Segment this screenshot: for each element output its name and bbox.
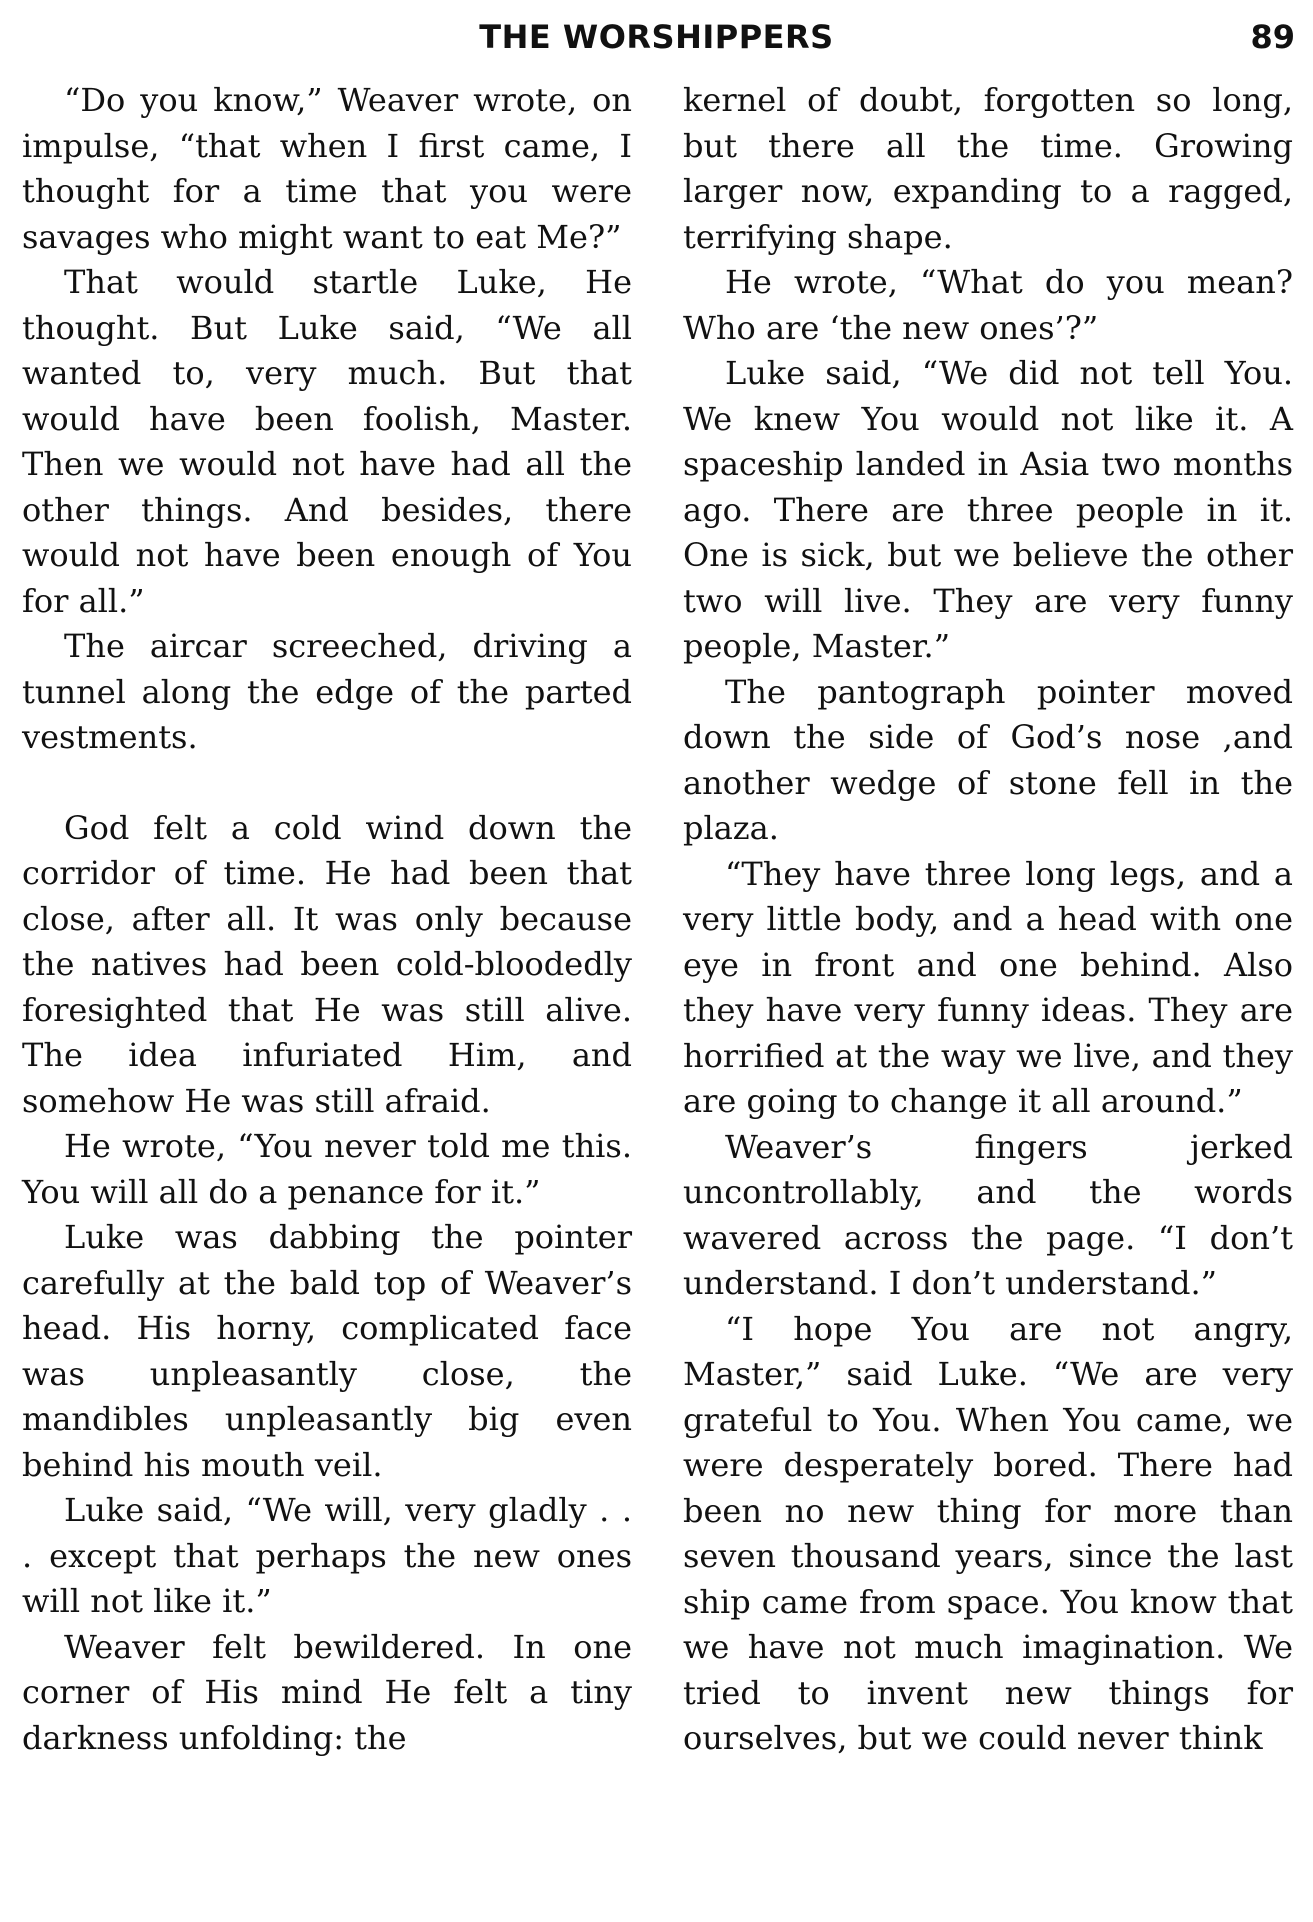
paragraph: He wrote, “What do you mean? Who are ‘the new ones’?”: [683, 263, 1293, 347]
paragraph: Luke was dabbing the pointer carefully at the bald top of Weaver’s head. His horny, complicated face was unpleasantly close, the mandibles unpleasantly big even behind his mouth veil.: [22, 1218, 632, 1484]
paragraph: Luke said, “We will, very gladly . . . except that perhaps the new ones will not like it.”: [22, 1491, 632, 1620]
paragraph: kernel of doubt, forgotten so long, but there all the time. Growing larger now, expanding to a ragged, terrifying shape.: [683, 81, 1293, 256]
section-break: [22, 761, 632, 806]
paragraph: He wrote, “You never told me this. You will all do a penance for it.”: [22, 1127, 632, 1211]
paragraph: Weaver’s fingers jerked uncontrollably, and the words wavered across the page. “I don’t understand. I don’t understand.”: [683, 1127, 1293, 1302]
paragraph: “Do you know,” Weaver wrote, on impulse, “that when I first came, I thought for a time that you were savages who might want to eat Me?”: [22, 81, 632, 256]
paragraph: “They have three long legs, and a very little body, and a head with one eye in front and one behind. Also they have very funny ideas. They are horrified at the way we live, and they are going to change it all around.”: [683, 854, 1293, 1120]
running-head: [0, 14, 1313, 60]
paragraph: Weaver felt bewildered. In one corner of His mind He felt a tiny darkness unfolding: the: [22, 1627, 632, 1757]
page-number: 89: [1250, 18, 1295, 56]
left-column: [22, 78, 632, 1761]
paragraph: The aircar screeched, driving a tunnel along the edge of the parted vestments.: [22, 627, 632, 756]
paragraph: Luke said, “We did not tell You. We knew You would not like it. A spaceship landed in Asia two months ago. There are three people in it. One is sick, but we believe the other two will live. They are very funny people, Master.”: [683, 354, 1293, 665]
right-column: [683, 78, 1293, 1762]
paragraph: That would startle Luke, He thought. But Luke said, “We all wanted to, very much. But that would have been foolish, Master. Then we would not have had all the other things. And besides, there would not have been enough of You for all.”: [22, 263, 632, 620]
paragraph: The pantograph pointer moved down the side of God’s nose ,and another wedge of stone fell in the plaza.: [683, 672, 1293, 847]
paragraph: “I hope You are not angry, Master,” said Luke. “We are very grateful to You. When You came, we were desperately bored. There had been no new thing for more than seven thousand years, since the last ship came from space. You know that we have not much imagination. We tried to invent new things for ourselves, but we could never think: [683, 1309, 1293, 1757]
paragraph: God felt a cold wind down the corridor of time. He had been that close, after all. It was only because the natives had been cold-bloodedly foresighted that He was still alive. The idea infuriated Him, and somehow He was still afraid.: [22, 808, 632, 1120]
running-title: THE WORSHIPPERS: [479, 18, 834, 56]
